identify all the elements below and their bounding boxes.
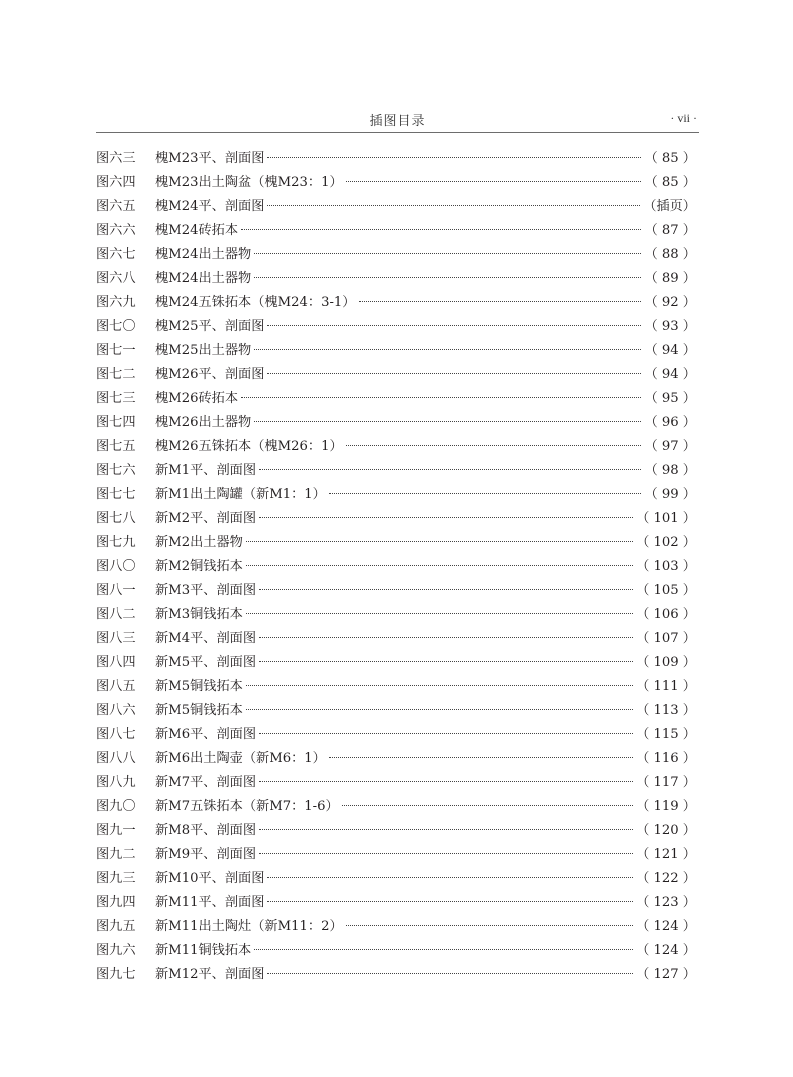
figure-number: 图九二 [96,847,136,862]
figure-title: 新M1平、剖面图 [155,463,257,478]
figure-number: 图八八 [96,751,136,766]
figure-title: 槐M26出土器物 [155,415,252,430]
leader-dots [267,877,633,878]
figure-number: 图八〇 [96,559,136,574]
page-reference: （ 98 ） [644,463,696,478]
page-reference: （ 93 ） [644,319,696,334]
figure-title: 新M2出土器物 [155,535,243,550]
toc-entry [96,148,696,172]
figure-title: 新M8平、剖面图 [155,823,257,838]
leader-dots [267,973,633,974]
page-reference: （ 95 ） [644,391,696,406]
page-reference: （ 101 ） [636,511,696,526]
toc-entry [96,556,696,580]
leader-dots [259,829,633,830]
figure-title: 槐M26五铢拓本（槐M26：1） [155,439,343,454]
page-reference: （ 99 ） [644,487,696,502]
figure-number: 图九四 [96,895,136,910]
leader-dots [346,181,642,182]
leader-dots [346,925,633,926]
leader-dots [254,949,633,950]
toc-entry [96,484,696,508]
figure-number: 图六五 [96,199,136,214]
figure-number: 图九三 [96,871,136,886]
leader-dots [267,901,633,902]
leader-dots [267,205,640,206]
figure-number: 图八四 [96,655,136,670]
toc-entry [96,772,696,796]
figure-number: 图九六 [96,943,136,958]
figure-title: 新M5铜钱拓本 [155,703,243,718]
figure-title: 新M3铜钱拓本 [155,607,243,622]
toc-entry [96,892,696,916]
leader-dots [267,373,641,374]
leader-dots [346,445,642,446]
toc-entry [96,340,696,364]
leader-dots [246,685,633,686]
toc-entry [96,292,696,316]
toc-entry [96,220,696,244]
toc-entry [96,436,696,460]
page-header [96,108,699,133]
page-reference: （ 102 ） [636,535,696,550]
toc-entry [96,796,696,820]
page-reference: （ 123 ） [636,895,696,910]
leader-dots [259,661,633,662]
figure-number: 图七〇 [96,319,136,334]
page-reference: （ 85 ） [644,175,696,190]
figure-number: 图九五 [96,919,136,934]
page-reference: （ 107 ） [636,631,696,646]
figure-title: 新M5铜钱拓本 [155,679,243,694]
figure-number: 图七三 [96,391,136,406]
figure-number: 图六七 [96,247,136,262]
figure-number: 图七六 [96,463,136,478]
toc-entry [96,244,696,268]
toc-entry [96,676,696,700]
figure-title: 新M2平、剖面图 [155,511,257,526]
figure-title: 槐M25平、剖面图 [155,319,265,334]
leader-dots [241,397,641,398]
leader-dots [246,541,633,542]
figure-number: 图七五 [96,439,136,454]
page-reference: （ 97 ） [644,439,696,454]
toc-entry [96,412,696,436]
toc-entry [96,364,696,388]
leader-dots [267,157,641,158]
figure-number: 图七七 [96,487,136,502]
leader-dots [246,709,633,710]
figure-title: 新M12平、剖面图 [155,967,265,982]
leader-dots [259,469,641,470]
leader-dots [259,781,633,782]
figure-title: 槐M26砖拓本 [155,391,239,406]
toc-entry [96,460,696,484]
toc-entry [96,580,696,604]
leader-dots [241,229,641,230]
page-reference: （ 113 ） [636,703,696,718]
toc-entry [96,724,696,748]
figure-number: 图九七 [96,967,136,982]
toc-entry [96,868,696,892]
page-reference: （ 111 ） [636,679,696,694]
leader-dots [259,517,633,518]
page-reference: （ 116 ） [636,751,696,766]
page-reference: （ 124 ） [636,943,696,958]
figure-number: 图六三 [96,151,136,166]
page-reference: （ 117 ） [636,775,696,790]
figure-title: 槐M24砖拓本 [155,223,239,238]
figure-number: 图八六 [96,703,136,718]
page-reference: （插页） [643,199,696,214]
figure-number: 图八二 [96,607,136,622]
figure-title: 槐M24平、剖面图 [155,199,265,214]
figure-title: 新M4平、剖面图 [155,631,257,646]
toc-entry [96,508,696,532]
toc-entry [96,748,696,772]
figure-number: 图六六 [96,223,136,238]
leader-dots [246,613,633,614]
figure-number: 图九一 [96,823,136,838]
page-reference: （ 88 ） [644,247,696,262]
figure-title: 新M11铜钱拓本 [155,943,252,958]
figure-list [96,148,696,988]
figure-title: 新M3平、剖面图 [155,583,257,598]
leader-dots [254,277,641,278]
page-reference: （ 94 ） [644,343,696,358]
figure-title: 新M9平、剖面图 [155,847,257,862]
leader-dots [267,325,641,326]
toc-entry [96,820,696,844]
leader-dots [246,565,633,566]
leader-dots [254,349,641,350]
figure-number: 图八三 [96,631,136,646]
page-reference: （ 89 ） [644,271,696,286]
toc-entry [96,964,696,988]
figure-title: 新M2铜钱拓本 [155,559,243,574]
figure-number: 图八五 [96,679,136,694]
figure-title: 新M11平、剖面图 [155,895,265,910]
toc-entry [96,196,696,220]
figure-number: 图六八 [96,271,136,286]
page-reference: （ 96 ） [644,415,696,430]
page-reference: （ 120 ） [636,823,696,838]
figure-title: 新M10平、剖面图 [155,871,265,886]
leader-dots [259,637,633,638]
toc-entry [96,844,696,868]
page-reference: （ 105 ） [636,583,696,598]
figure-title: 新M7平、剖面图 [155,775,257,790]
toc-entry [96,652,696,676]
figure-number: 图六四 [96,175,136,190]
leader-dots [359,301,642,302]
toc-entry [96,268,696,292]
figure-title: 槐M24出土器物 [155,247,252,262]
page-reference: （ 87 ） [644,223,696,238]
figure-title: 槐M23平、剖面图 [155,151,265,166]
figure-title: 槐M24五铢拓本（槐M24：3-1） [155,295,356,310]
toc-entry [96,388,696,412]
leader-dots [254,253,641,254]
figure-title: 新M7五铢拓本（新M7：1-6） [155,799,339,814]
page-reference: （ 121 ） [636,847,696,862]
running-title: 插图目录 [369,114,426,129]
figure-title: 新M11出土陶灶（新M11：2） [155,919,343,934]
page-reference: （ 109 ） [636,655,696,670]
leader-dots [259,853,633,854]
page-reference: （ 119 ） [636,799,696,814]
figure-number: 图六九 [96,295,136,310]
figure-title: 新M1出土陶罐（新M1：1） [155,487,326,502]
figure-number: 图八七 [96,727,136,742]
page-reference: （ 122 ） [636,871,696,886]
figure-title: 槐M24出土器物 [155,271,252,286]
toc-entry [96,628,696,652]
page-reference: （ 106 ） [636,607,696,622]
leader-dots [259,589,633,590]
figure-number: 图九〇 [96,799,136,814]
leader-dots [254,421,641,422]
figure-number: 图八一 [96,583,136,598]
toc-entry [96,940,696,964]
leader-dots [342,805,633,806]
leader-dots [329,757,633,758]
page-reference: （ 127 ） [636,967,696,982]
figure-title: 槐M26平、剖面图 [155,367,265,382]
figure-title: 槐M23出土陶盆（槐M23：1） [155,175,343,190]
figure-number: 图八九 [96,775,136,790]
leader-dots [259,733,633,734]
figure-title: 新M5平、剖面图 [155,655,257,670]
toc-entry [96,532,696,556]
figure-title: 新M6出土陶壶（新M6：1） [155,751,326,766]
page-reference: （ 92 ） [644,295,696,310]
page-reference: （ 103 ） [636,559,696,574]
toc-entry [96,316,696,340]
toc-entry [96,172,696,196]
figure-title: 槐M25出土器物 [155,343,252,358]
toc-entry [96,916,696,940]
figure-number: 图七四 [96,415,136,430]
page-reference: （ 94 ） [644,367,696,382]
figure-number: 图七一 [96,343,136,358]
toc-entry [96,604,696,628]
figure-number: 图七二 [96,367,136,382]
figure-title: 新M6平、剖面图 [155,727,257,742]
page-number: · vii · [670,111,697,125]
toc-entry [96,700,696,724]
page-reference: （ 85 ） [644,151,696,166]
figure-number: 图七九 [96,535,136,550]
figure-number: 图七八 [96,511,136,526]
page-reference: （ 115 ） [636,727,696,742]
leader-dots [329,493,642,494]
page-reference: （ 124 ） [636,919,696,934]
